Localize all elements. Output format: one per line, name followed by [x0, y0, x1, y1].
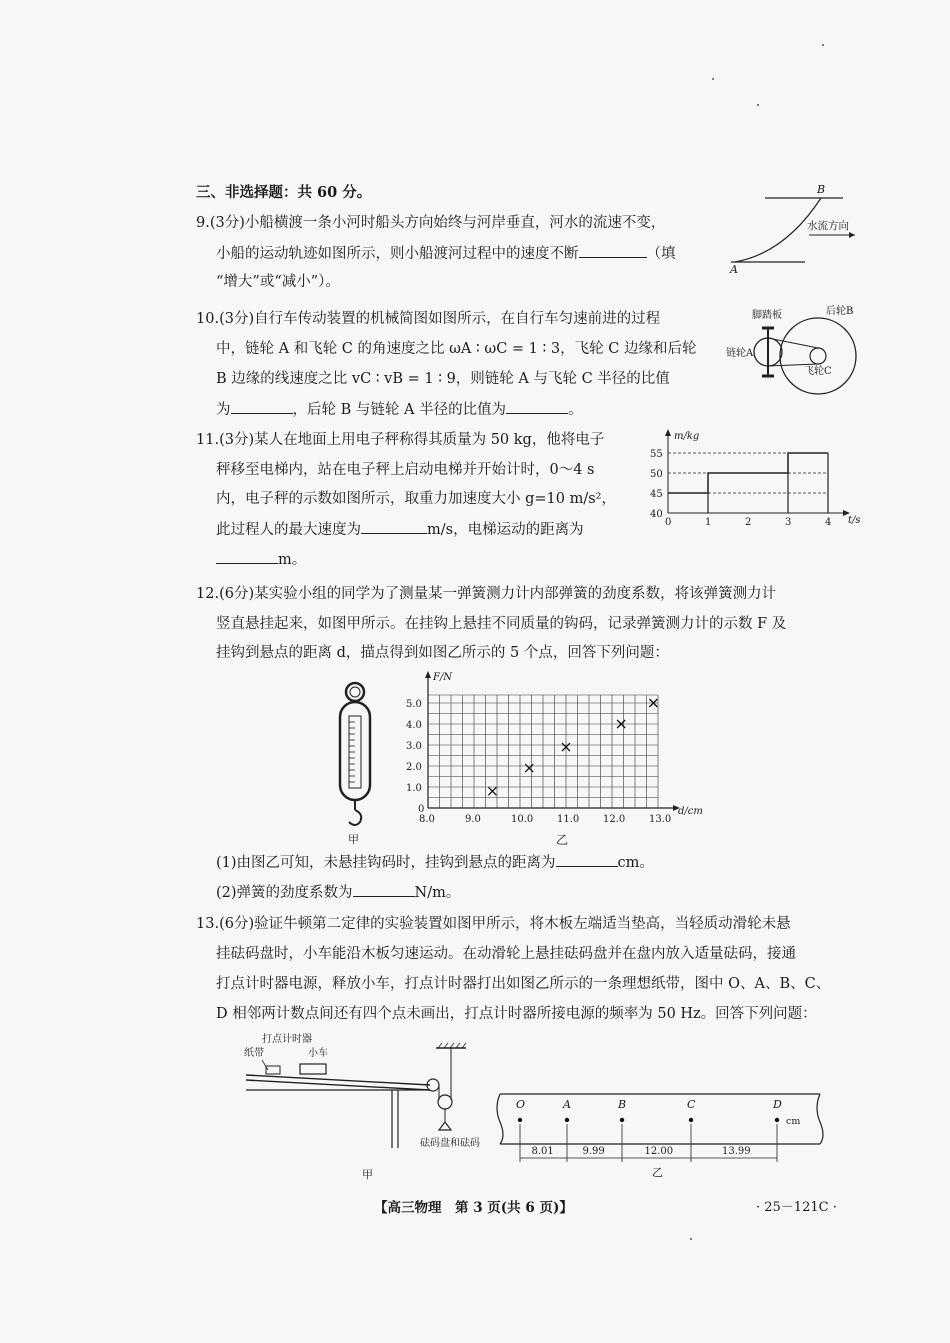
q10-bicycle-figure	[726, 302, 870, 402]
q13-line1: 13.(6分)验证牛顿第二定律的实验装置如图甲所示，将木板左端适当垫高，当轻质动滑轮未悬	[196, 916, 791, 932]
x-tick-label: 12.0	[603, 814, 626, 825]
y-tick-label: 50	[650, 469, 663, 480]
q11-blank-2[interactable]	[216, 549, 278, 564]
chain-top	[768, 338, 818, 348]
q12-line1: 12.(6分)某实验小组的同学为了测量某一弹簧测力计内部弹簧的劲度系数，将该弹簧测力计	[196, 586, 777, 602]
tape-unit-label: cm	[786, 1116, 801, 1127]
q9-line1: 9.(3分)小船横渡一条小河时船头方向始终与河岸垂直，河水的流速不变，	[196, 215, 666, 231]
q10-blank-1[interactable]	[231, 399, 293, 414]
x-tick-label: 8.0	[419, 814, 435, 825]
q11-line3: 内，电子秤的示数如图所示，取重力加速度大小 g=10 m/s²，	[216, 491, 616, 507]
q9-line2: 小船的运动轨迹如图所示，则小船渡河过程中的速度不断 （填	[216, 243, 676, 264]
segment-length-label: 9.99	[582, 1146, 605, 1157]
q11-line5: m。	[216, 549, 306, 570]
x-tick-label: 10.0	[511, 814, 534, 825]
tape-point-label: A	[563, 1098, 571, 1111]
flywheel-label: 飞轮C	[804, 366, 832, 377]
tape-dot	[689, 1118, 693, 1122]
tape-pointer	[262, 1060, 268, 1070]
tape-dot	[775, 1118, 779, 1122]
tape-dot	[565, 1118, 569, 1122]
hook	[349, 810, 361, 825]
q13-line2: 挂砝码盘时，小车能沿木板匀速运动。在动滑轮上悬挂砝码盘并在盘内放入适量砝码，接通	[216, 946, 796, 962]
tape-left-edge	[497, 1094, 503, 1144]
q9-blank[interactable]	[579, 243, 647, 258]
tape-point-label: D	[773, 1098, 782, 1111]
board-bottom	[246, 1080, 430, 1090]
y-tick-label: 40	[650, 509, 663, 520]
y-tick-label: 45	[650, 489, 663, 500]
x-axis-label: d/cm	[678, 806, 703, 817]
pedal-label: 脚踏板	[752, 310, 782, 321]
flow-arrow-head	[849, 232, 855, 238]
speck	[712, 78, 714, 80]
footer-page-info: 【高三物理 第 3 页(共 6 页)】	[374, 1200, 573, 1216]
y-tick-label: 0	[418, 804, 425, 815]
q11-blank-1[interactable]	[361, 519, 427, 534]
q11-line1: 11.(3分)某人在地面上用电子秤称得其质量为 50 kg，他将电子	[196, 432, 605, 448]
flow-direction-label: 水流方向	[807, 220, 849, 232]
segment-length-label: 8.01	[531, 1146, 554, 1157]
y-tick-label: 5.0	[406, 699, 422, 710]
segment-length-label: 13.99	[722, 1146, 751, 1157]
rear-wheel-label: 后轮B	[826, 306, 854, 317]
paper-tape-figure	[492, 1088, 832, 1178]
x-tick-label: 2	[745, 517, 752, 528]
rear-wheel	[780, 318, 856, 394]
q12-sub1: (1)由图乙可知，未悬挂钩码时，挂钩到悬点的距离为 cm。	[216, 852, 654, 873]
x-tick-label: 1	[705, 517, 712, 528]
board-top	[246, 1075, 430, 1085]
scale-ticks	[349, 722, 355, 782]
label-b: B	[817, 183, 826, 196]
q10-blank-2[interactable]	[506, 399, 568, 414]
data-point	[488, 787, 496, 795]
tape-point-label: C	[687, 1098, 696, 1111]
scale-body	[340, 702, 370, 800]
y-axis-arrow	[665, 429, 671, 436]
x-axis-label: t/s	[848, 515, 861, 526]
q12-blank-2[interactable]	[353, 882, 415, 897]
spring-scale-figure	[330, 680, 380, 845]
y-axis-label: F/N	[433, 672, 453, 683]
q12-blank-1[interactable]	[556, 852, 618, 867]
y-tick-label: 2.0	[406, 762, 422, 773]
x-tick-label: 3	[785, 517, 792, 528]
x-tick-label: 4	[825, 517, 832, 528]
scale-reading-chart	[640, 425, 870, 530]
q11-line4: 此过程人的最大速度为 m/s，电梯运动的距离为	[216, 519, 584, 540]
section-header: 三、非选择题：共 60 分。	[196, 184, 372, 201]
q13-line3: 打点计时器电源，释放小车，打点计时器打出如图乙所示的一条理想纸带，图中 O、A、B、C、	[216, 976, 831, 992]
x-tick-label: 11.0	[557, 814, 580, 825]
movable-pulley	[438, 1095, 452, 1109]
figure-yi-label: 乙	[556, 833, 569, 847]
q13-line4: D 相邻两计数点间还有四个点未画出，打点计时器所接电源的频率为 50 Hz。回答下列问题：	[216, 1006, 817, 1022]
chainring-label: 链轮A	[726, 348, 754, 359]
cart-label: 小车	[308, 1048, 328, 1059]
flywheel-c	[810, 348, 826, 364]
cart-box	[300, 1064, 326, 1074]
q10-line4: 为 ，后轮 B 与链轮 A 半径的比值为 。	[216, 399, 583, 420]
q10-line3: B 边缘的线速度之比 vC ∶ vB = 1 ∶ 9，则链轮 A 与飞轮 C 半径的比值	[216, 371, 670, 387]
tape-dot	[518, 1118, 522, 1122]
segment-length-label: 12.00	[644, 1146, 674, 1157]
data-point	[525, 764, 533, 772]
q12-line3: 挂钩到悬点的距离 d，描点得到如图乙所示的 5 个点，回答下列问题：	[216, 645, 669, 661]
y-tick-label: 3.0	[406, 741, 422, 752]
speck	[757, 104, 759, 106]
q9-river-figure	[725, 185, 865, 275]
speck	[690, 1238, 692, 1240]
footer-code: · 25－121C ·	[756, 1200, 837, 1215]
y-tick-label: 4.0	[406, 720, 422, 731]
y-axis-label: m/kg	[674, 431, 700, 442]
tape-point-label: O	[516, 1098, 526, 1111]
y-tick-label: 55	[650, 449, 663, 460]
hanging-ring	[346, 683, 364, 701]
q12-line2: 竖直悬挂起来，如图甲所示。在挂钩上悬挂不同质量的钩码，记录弹簧测力计的示数 F 及	[216, 616, 787, 632]
q9-line3: “增大”或“减小”）。	[216, 274, 340, 290]
figure-jia-label: 甲	[362, 1168, 373, 1181]
tape-point-label: B	[618, 1098, 627, 1111]
pan-label: 砝码盘和砝码	[420, 1138, 480, 1149]
q10-line2: 中，链轮 A 和飞轮 C 的角速度之比 ωA ∶ ωC = 1 ∶ 3，飞轮 C 边缘和后轮	[216, 341, 697, 357]
figure-yi-label: 乙	[652, 1166, 663, 1179]
x-tick-label: 0	[665, 517, 672, 528]
y-tick-label: 1.0	[406, 783, 422, 794]
force-distance-chart	[398, 668, 718, 848]
q11-line2: 秤移至电梯内，站在电子秤上启动电梯并开始计时，0～4 s	[216, 462, 595, 478]
figure-jia-label: 甲	[348, 833, 359, 846]
q12-sub2: (2)弹簧的劲度系数为 N/m。	[216, 882, 460, 903]
tape-dot	[620, 1118, 624, 1122]
x-tick-label: 9.0	[465, 814, 481, 825]
hanging-ring-inner	[350, 687, 360, 697]
timer-label: 打点计时器	[262, 1034, 312, 1045]
x-tick-label: 13.0	[649, 814, 672, 825]
q10-line1: 10.(3分)自行车传动装置的机械简图如图所示，在自行车匀速前进的过程	[196, 311, 661, 327]
tape-right-edge	[817, 1094, 823, 1144]
y-axis-arrow	[425, 671, 431, 678]
tape-label: 纸带	[244, 1048, 264, 1059]
timer-box	[266, 1066, 280, 1074]
label-a: A	[730, 263, 738, 276]
experiment-apparatus-figure	[240, 1030, 490, 1180]
weight-pan	[439, 1122, 451, 1130]
speck	[822, 44, 824, 46]
